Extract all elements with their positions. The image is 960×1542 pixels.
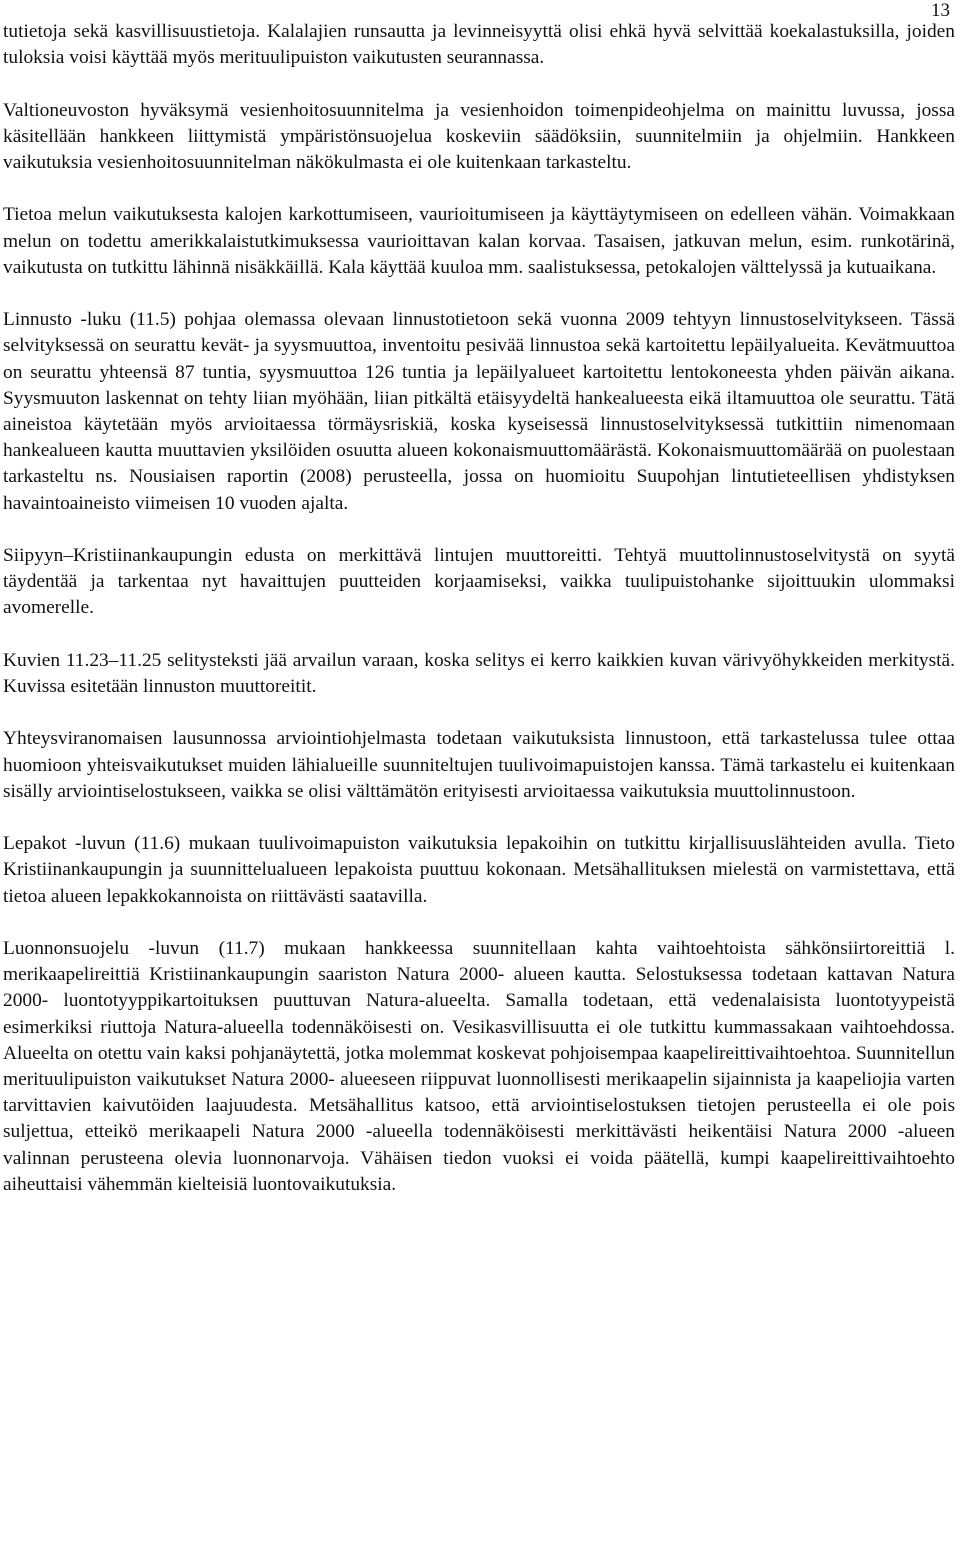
- paragraph-figure-captions: Kuvien 11.23–11.25 selitysteksti jää arvailun varaan, koska selitys ei kerro kaikkien kuvan värivyöhykkeiden merkitystä. Kuvissa esitetään linnuston muuttoreitit.: [3, 649, 955, 697]
- paragraph-bats: Lepakot -luvun (11.6) mukaan tuulivoimapuiston vaikutuksia lepakoihin on tutkittu kirjallisuuslähteiden avulla. Tieto Kristiinankaupungin ja suunnittelualueen lepakoista puuttuu kokonaan. Metsähallituksen mielestä on varmistettava, että tietoa alueen lepakkokannoista on riittävästi saatavilla.: [3, 833, 955, 907]
- paragraph-bird-survey: Linnusto -luku (11.5) pohjaa olemassa olevaan linnustotietoon sekä vuonna 2009 tehtyyn linnustoselvitykseen. Tässä selvityksessä on seurattu kevät- ja syysmuuttoa, inventoitu pesivää linnustoa sekä kartoitettu lepäilyalueita. Kevätmuuttoa on seurattu yhteensä 87 tuntia, syysmuuttoa 126 tuntia ja lepäilyalueet kartoitettu lentokoneesta yhden päivän aikana. Syysmuuton laskennat on tehty liian myöhään, liian pitkältä etäisyydeltä hankealueesta eikä iltamuuttoa ole seurattu. Tätä aineistoa käytetään myös arvioitaessa törmäysriskiä, koska kyseisessä linnustoselvityksessä tutkittiin nimenomaan hankealueen kautta muuttavien yksilöiden osuutta alueen kokonaismuuttomäärästä. Kokonaismuuttomäärää on puolestaan tarkasteltu ns. Nousiaisen raportin (2008) perusteella, jossa on huomioitu Suupohjan lintutieteellisen yhdistyksen havaintoaineisto viimeisen 10 vuoden ajalta.: [3, 309, 955, 514]
- paragraph-migration-route: Siipyyn–Kristiinankaupungin edusta on merkittävä lintujen muuttoreitti. Tehtyä muuttolinnustoselvitystä on syytä täydentää ja tarkentaa nyt havaittujen puutteiden korjaamiseksi, vaikka tuulipuistohanke sijoittuukin ulommaksi avomerelle.: [3, 545, 955, 619]
- paragraph-cumulative-effects: Yhteysviranomaisen lausunnossa arviointiohjelmasta todetaan vaikutuksista linnustoon, että tarkastelussa tulee ottaa huomioon yhteisvaikutukset muiden lähialueille suunniteltujen tuulivoimapuistojen kanssa. Tämä tarkastelu ei kuitenkaan sisälly arviointiselostukseen, vaikka se olisi välttämätön erityisesti arvioitaessa vaikutuksia muuttolinnustoon.: [3, 728, 955, 802]
- page-number: 13: [931, 0, 950, 21]
- paragraph-fish-survey: tutietoja sekä kasvillisuustietoja. Kalalajien runsautta ja levinneisyyttä olisi ehkä hyvä selvittää koekalastuksilla, joiden tuloksia voisi käyttää myös merituulipuiston vaikutusten seurannassa.: [3, 21, 955, 69]
- paragraph-nature-conservation: Luonnonsuojelu -luvun (11.7) mukaan hankkeessa suunnitellaan kahta vaihtoehtoista sähkönsiirtoreittiä l. merikaapelireittiä Kristiinankaupungin saariston Natura 2000- alueen kautta. Selostuksessa todetaan kattavan Natura 2000- luontotyyppikartoituksen puuttuvan Natura-alueelta. Samalla todetaan, että vedenalaisista luontotyypeistä esimerkiksi riuttoja Natura-alueella todennäköisesti on. Vesikasvillisuutta ei ole tutkittu kummassakaan vaihtoehdossa. Alueelta on otettu vain kaksi pohjanäytettä, jotka molemmat koskevat pohjoisempaa kaapelireittivaihtoehtoa. Suunnitellun merituulipuiston vaikutukset Natura 2000- alueeseen riippuvat luonnollisesti merikaapelin sijainnista ja kaapeliojia varten tarvittavien kaivutöiden laajuudesta. Metsähallitus katsoo, että arviointiselostuksen tietojen perusteella ei ole pois suljettua, etteikö merikaapeli Natura 2000 -alueella todennäköisesti merkittävästi heikentäisi Natura 2000 -alueen valinnan perusteena olevia luonnonarvoja. Vähäisen tiedon vuoksi ei voida päätellä, kumpi kaapelireittivaihtoehto aiheuttaisi vähemmän kielteisiä luontovaikutuksia.: [3, 937, 955, 1195]
- paragraph-water-management: Valtioneuvoston hyväksymä vesienhoitosuunnitelma ja vesienhoidon toimenpideohjelma on mainittu luvussa, jossa käsitellään hankkeen liittymistä ympäristönsuojelua koskeviin säädöksiin, suunnitelmiin ja ohjelmiin. Hankkeen vaikutuksia vesienhoitosuunnitelman näkökulmasta ei ole kuitenkaan tarkasteltu.: [3, 99, 955, 173]
- paragraph-noise-effects: Tietoa melun vaikutuksesta kalojen karkottumiseen, vaurioitumiseen ja käyttäytymiseen on edelleen vähän. Voimakkaan melun on todettu amerikkalaistutkimuksessa vaurioittavan kalan korvaa. Tasaisen, jatkuvan melun, esim. runkotärinä, vaikutusta on tutkittu lähinnä nisäkkäillä. Kala käyttää kuuloa mm. saalistuksessa, petokalojen välttelyssä ja kutuaikana.: [3, 204, 955, 278]
- document-body: [3, 19, 955, 1198]
